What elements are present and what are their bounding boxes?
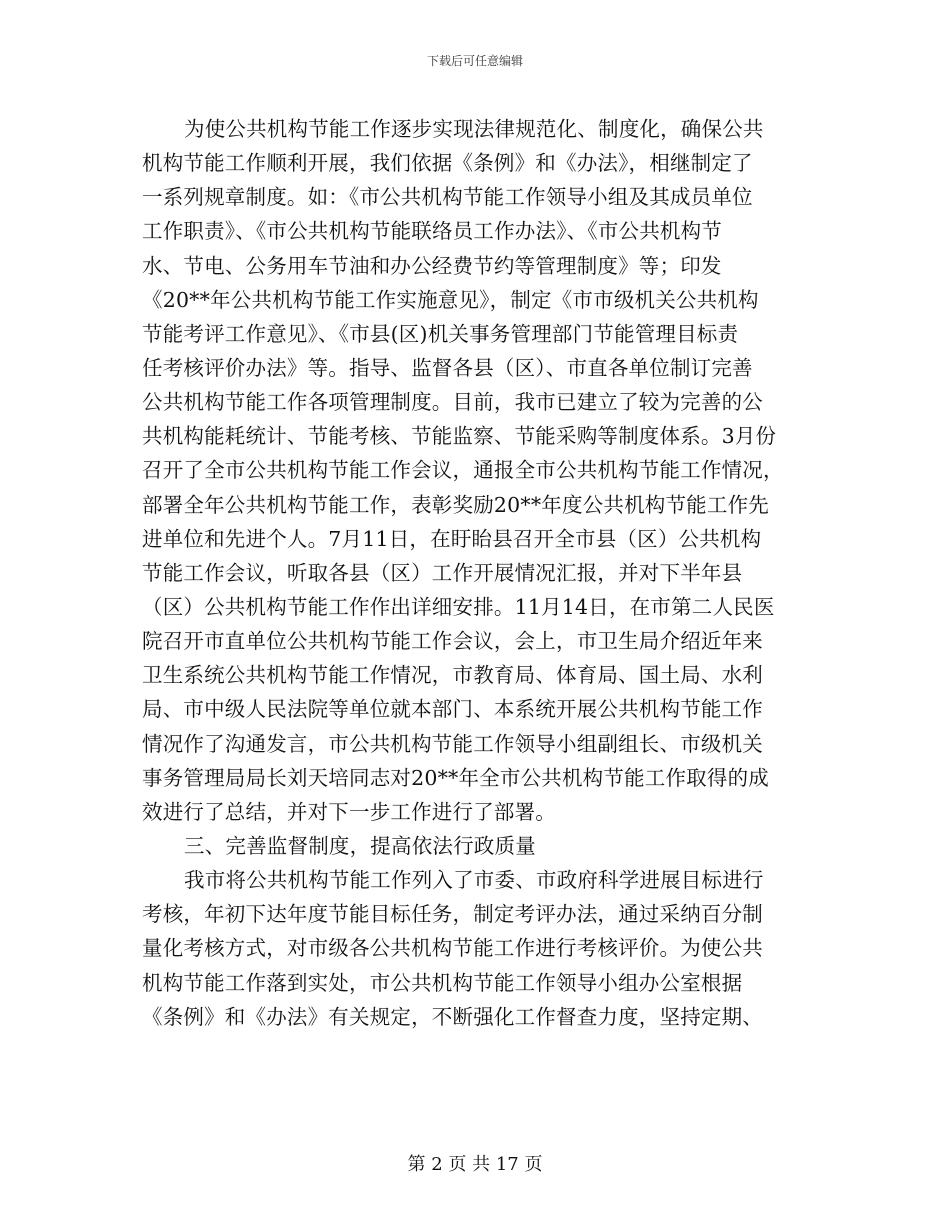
paragraph-line: 我市将公共机构节能工作列入了市委、市政府科学进展目标进行 [184, 868, 764, 893]
document-body [142, 112, 822, 1034]
page-number-footer: 第 2 页 共 17 页 [407, 1154, 543, 1175]
paragraph-line: 局、市中级人民法院等单位就本部门、本系统开展公共机构节能工作 [142, 697, 763, 722]
paragraph-line: 一系列规章制度。如：《市公共机构节能工作领导小组及其成员单位 [142, 185, 753, 210]
paragraph-line: 机构节能工作顺利开展，我们依据《条例》和《办法》，相继制定了 [142, 151, 753, 176]
paragraph-line: 水、节电、公务用车节油和办公经费节约等管理制度》等；印发 [142, 253, 722, 278]
section-heading: 三、完善监督制度，提高依法行政质量 [184, 833, 536, 858]
paragraph-line: 共机构能耗统计、节能考核、节能监察、节能采购等制度体系。3月份 [142, 424, 777, 449]
paragraph-line: 《条例》和《办法》有关规定，不断强化工作督查力度，坚持定期、 [142, 1004, 763, 1029]
paragraph-line: 为使公共机构节能工作逐步实现法律规范化、制度化，确保公共 [184, 117, 764, 141]
paragraph-line: 情况作了沟通发言，市公共机构节能工作领导小组副组长、市级机关 [142, 731, 763, 756]
paragraph-line: 院召开市直单位公共机构节能工作会议，会上，市卫生局介绍近年来 [142, 629, 763, 654]
paragraph-line: 量化考核方式，对市级各公共机构节能工作进行考核评价。为使公共 [142, 936, 763, 961]
paragraph-line: 机构节能工作落到实处，市公共机构节能工作领导小组办公室根据 [142, 970, 743, 995]
paragraph-line: 工作职责》、《市公共机构节能联络员工作办法》、《市公共机构节 [142, 219, 722, 244]
paragraph-line: 节能工作会议，听取各县（区）工作开展情况汇报，并对下半年县 [142, 560, 743, 585]
paragraph-line: 考核，年初下达年度节能目标任务，制定考评办法，通过采纳百分制 [142, 902, 763, 927]
paragraph-line: 公共机构节能工作各项管理制度。目前，我市已建立了较为完善的公 [142, 390, 763, 415]
paragraph-line: 任考核评价办法》等。指导、监督各县（区）、市直各单位制订完善 [142, 355, 753, 380]
page-header-note: 下载后可任意编辑 [426, 54, 523, 68]
paragraph-line: 部署全年公共机构节能工作，表彰奖励20**年度公共机构节能工作先 [142, 492, 769, 517]
paragraph-line: 卫生系统公共机构节能工作情况，市教育局、体育局、国土局、水利 [142, 663, 763, 688]
paragraph-line: 效进行了总结，并对下一步工作进行了部署。 [142, 799, 556, 824]
paragraph-line: （区）公共机构节能工作作出详细安排。11月14日，在市第二人民医 [142, 594, 775, 619]
paragraph-line: 节能考评工作意见》、《市县(区)机关事务管理部门节能管理目标责 [142, 321, 739, 346]
paragraph-line: 事务管理局局长刘天培同志对20**年全市公共机构节能工作取得的成 [142, 765, 769, 790]
paragraph-line: 召开了全市公共机构节能工作会议，通报全市公共机构节能工作情况， [142, 458, 784, 483]
paragraph-line: 进单位和先进个人。7月11日，在盱眙县召开全市县（区）公共机构 [142, 526, 762, 551]
paragraph-line: 《20**年公共机构节能工作实施意见》，制定《市市级机关公共机构 [142, 287, 759, 312]
